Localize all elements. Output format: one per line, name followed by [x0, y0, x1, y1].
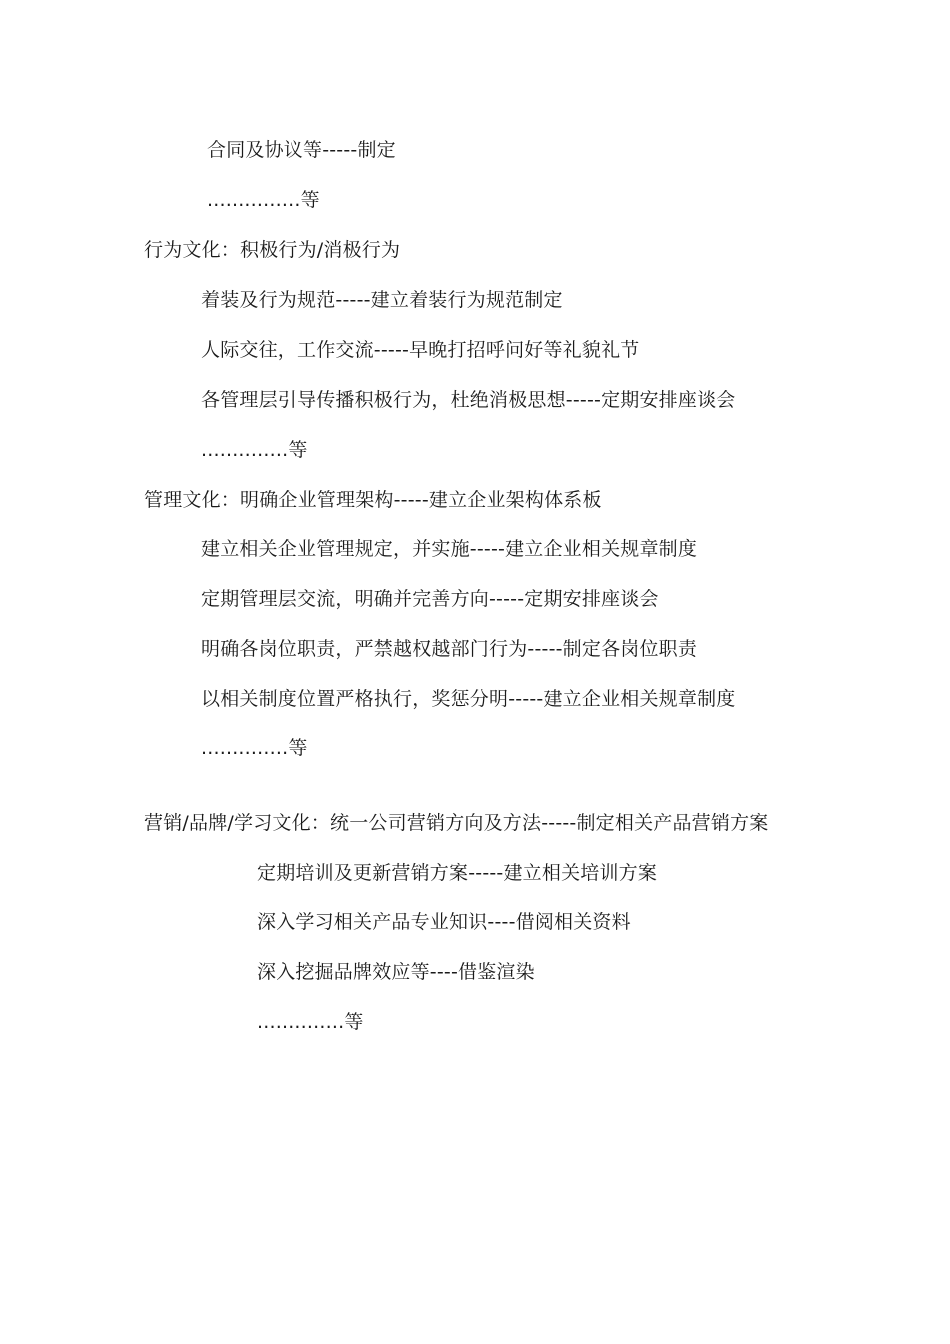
- text-line-management-exchange: 定期管理层交流，明确并完善方向-----定期安排座谈会: [201, 588, 659, 610]
- text-line-dress-code: 着装及行为规范-----建立着装行为规范制定: [201, 289, 563, 311]
- section-heading-marketing-culture: 营销/品牌/学习文化：统一公司营销方向及方法-----制定相关产品营销方案: [144, 812, 769, 834]
- text-line-contracts: 合同及协议等-----制定: [207, 139, 396, 161]
- text-line-job-duties: 明确各岗位职责，严禁越权越部门行为-----制定各岗位职责: [201, 638, 698, 660]
- text-line-strict-execution: 以相关制度位置严格执行，奖惩分明-----建立企业相关规章制度: [201, 688, 736, 710]
- text-line-brand-effect: 深入挖掘品牌效应等----借鉴渲染: [257, 961, 535, 983]
- text-line-product-knowledge: 深入学习相关产品专业知识----借阅相关资料: [257, 911, 631, 933]
- text-line-training: 定期培训及更新营销方案-----建立相关培训方案: [257, 862, 658, 884]
- text-line-interpersonal: 人际交往，工作交流-----早晚打招呼问好等礼貌礼节: [201, 339, 640, 361]
- text-line-regulations: 建立相关企业管理规定，并实施-----建立企业相关规章制度: [201, 538, 698, 560]
- text-line-etc-2: ..............等: [201, 439, 308, 461]
- text-line-management-guidance: 各管理层引导传播积极行为，杜绝消极思想-----定期安排座谈会: [201, 389, 736, 411]
- section-heading-management-culture: 管理文化：明确企业管理架构-----建立企业架构体系板: [144, 489, 602, 511]
- text-line-etc-3: ..............等: [201, 737, 308, 759]
- section-heading-behavior-culture: 行为文化：积极行为/消极行为: [144, 239, 401, 261]
- text-line-etc-1: ...............等: [207, 189, 320, 211]
- text-line-etc-4: ..............等: [257, 1011, 364, 1033]
